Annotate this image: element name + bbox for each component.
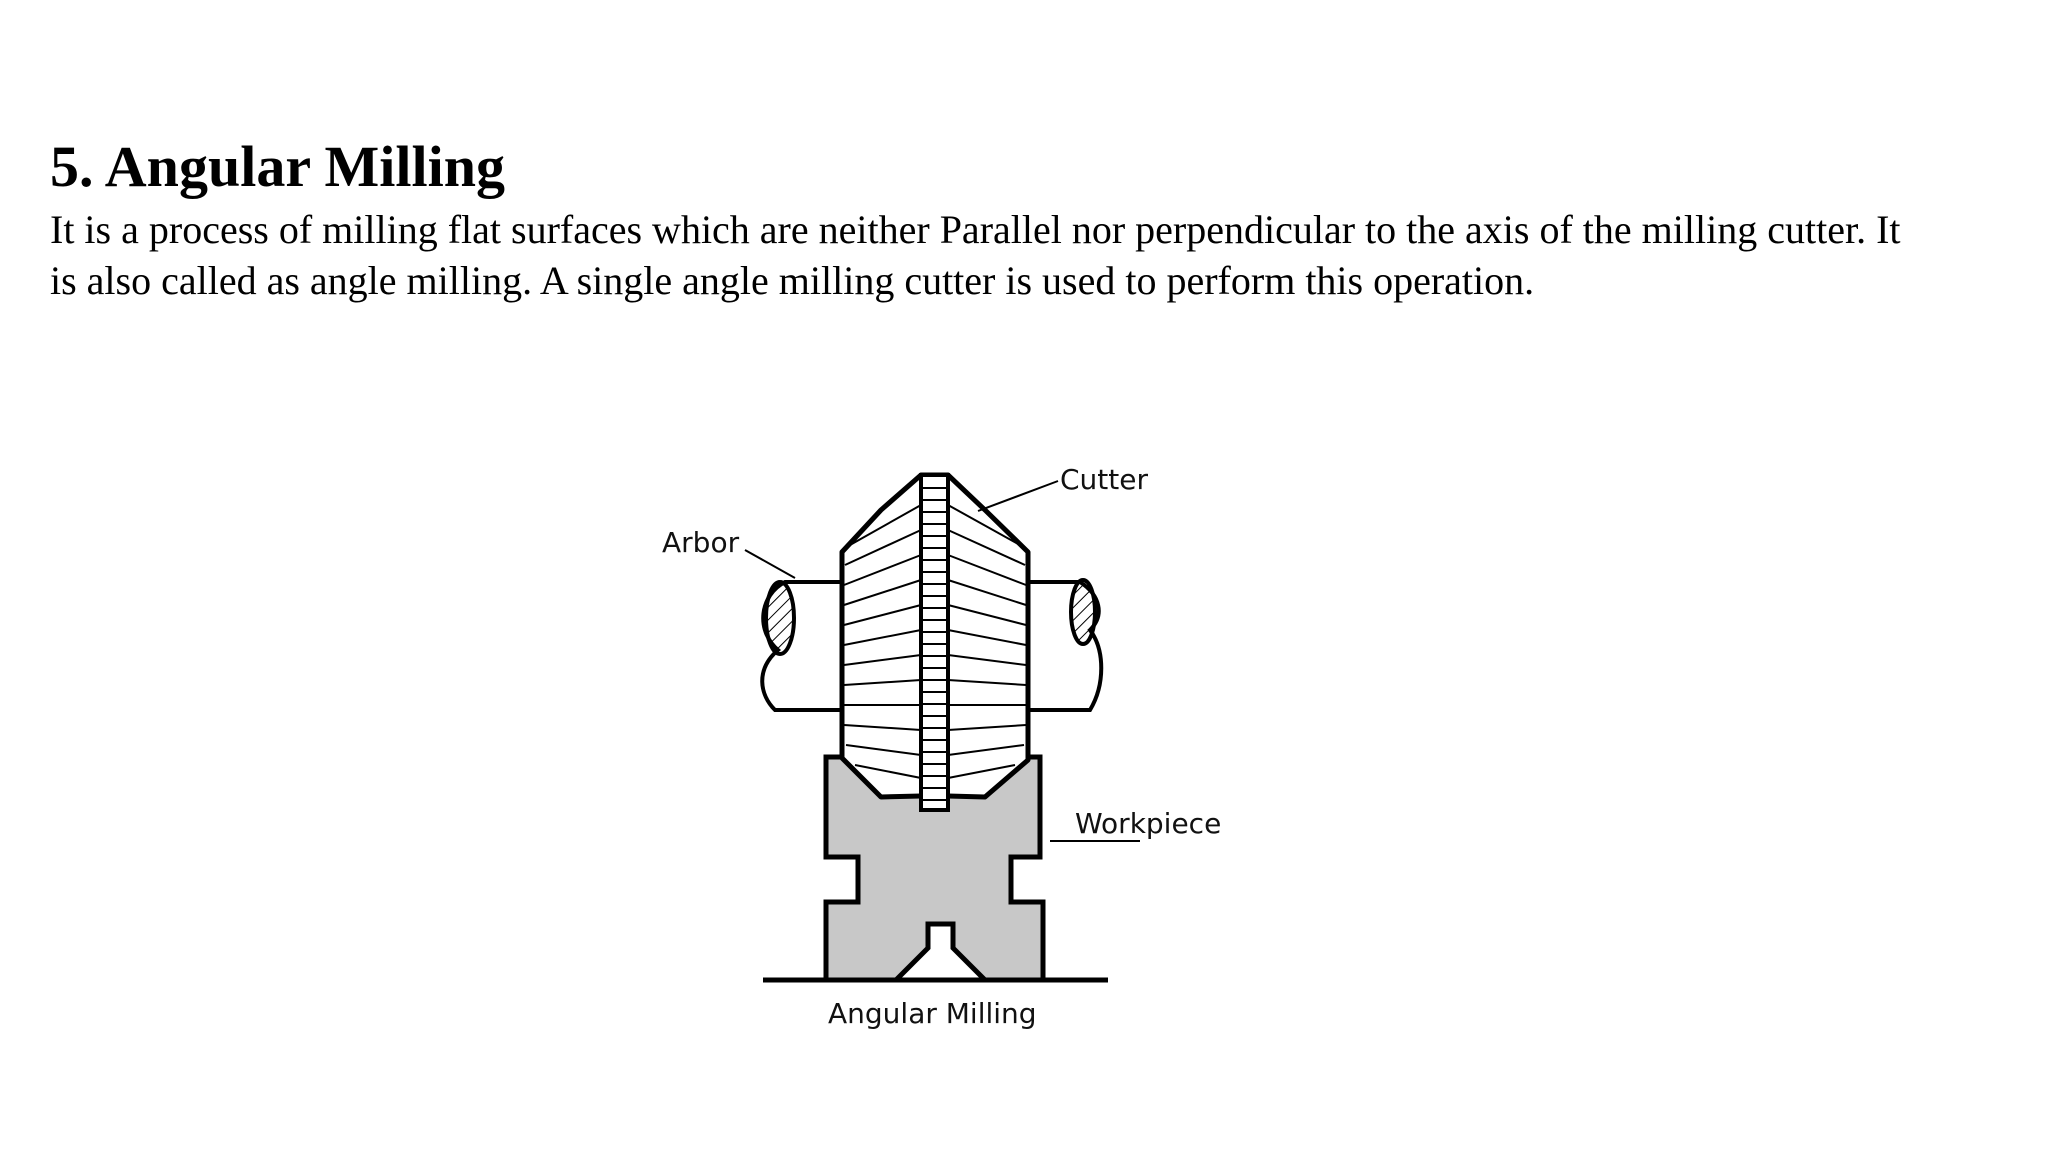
cutter-leader [978,481,1058,511]
description-line-2: is also called as angle milling. A single angle milling cutter is used to perform this operation. [50,258,1535,303]
page-title: 5. Angular Milling [50,134,505,199]
cutter [842,475,1028,810]
figure-caption: Angular Milling [828,997,1037,1030]
arbor-right [1028,580,1101,710]
arbor-leader [745,550,795,578]
workpiece-label: Workpiece [1075,807,1222,840]
cutter-label: Cutter [1060,463,1148,496]
arbor-label: Arbor [662,526,740,559]
description-line-1: It is a process of milling flat surfaces which are neither Parallel nor perpendicular to the axis of the milling cutter. It [50,207,1901,252]
arbor-left [762,582,841,710]
